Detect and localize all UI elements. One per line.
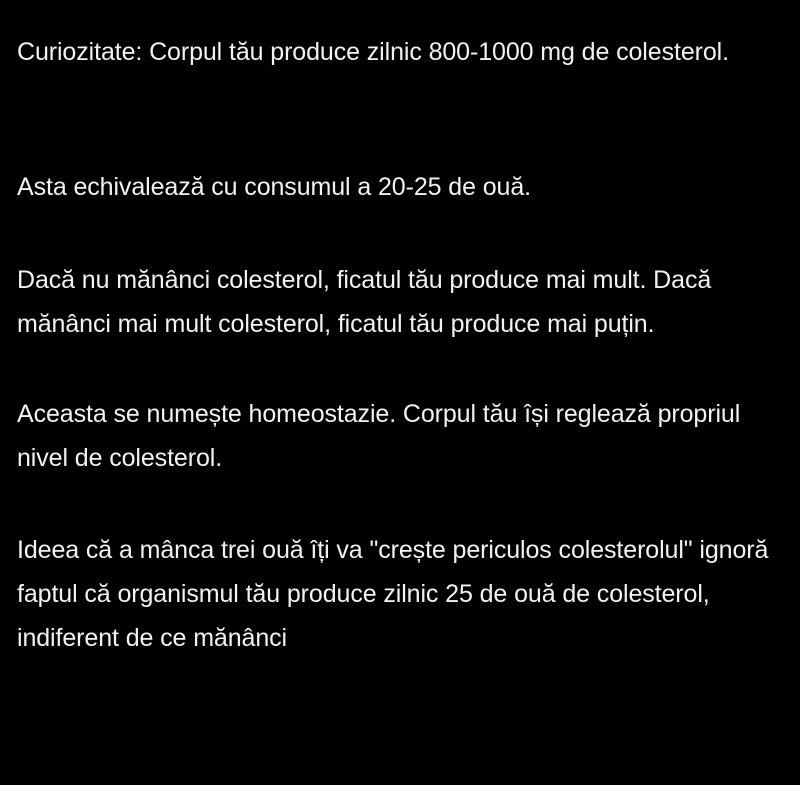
paragraph-egg-equivalent: Asta echivalează cu consumul a 20-25 de ouă. — [17, 173, 531, 201]
paragraph-homeostasis: Aceasta se numește homeostazie. Corpul tău își reglează propriul nivel de colesterol. — [17, 400, 741, 472]
paragraph-liver-regulation: Dacă nu mănânci colesterol, ficatul tău produce mai mult. Dacă mănânci mai mult colesterol, ficatul tău produce mai puțin. — [17, 266, 712, 338]
paragraph-eggs-conclusion: Ideea că a mânca trei ouă îți va "crește periculos colesterolul" ignoră faptul că organismul tău produce zilnic 25 de ouă de colesterol, indiferent de ce mănânci — [17, 536, 769, 652]
paragraph-cholesterol-production: Curiozitate: Corpul tău produce zilnic 800-1000 mg de colesterol. — [17, 38, 729, 66]
